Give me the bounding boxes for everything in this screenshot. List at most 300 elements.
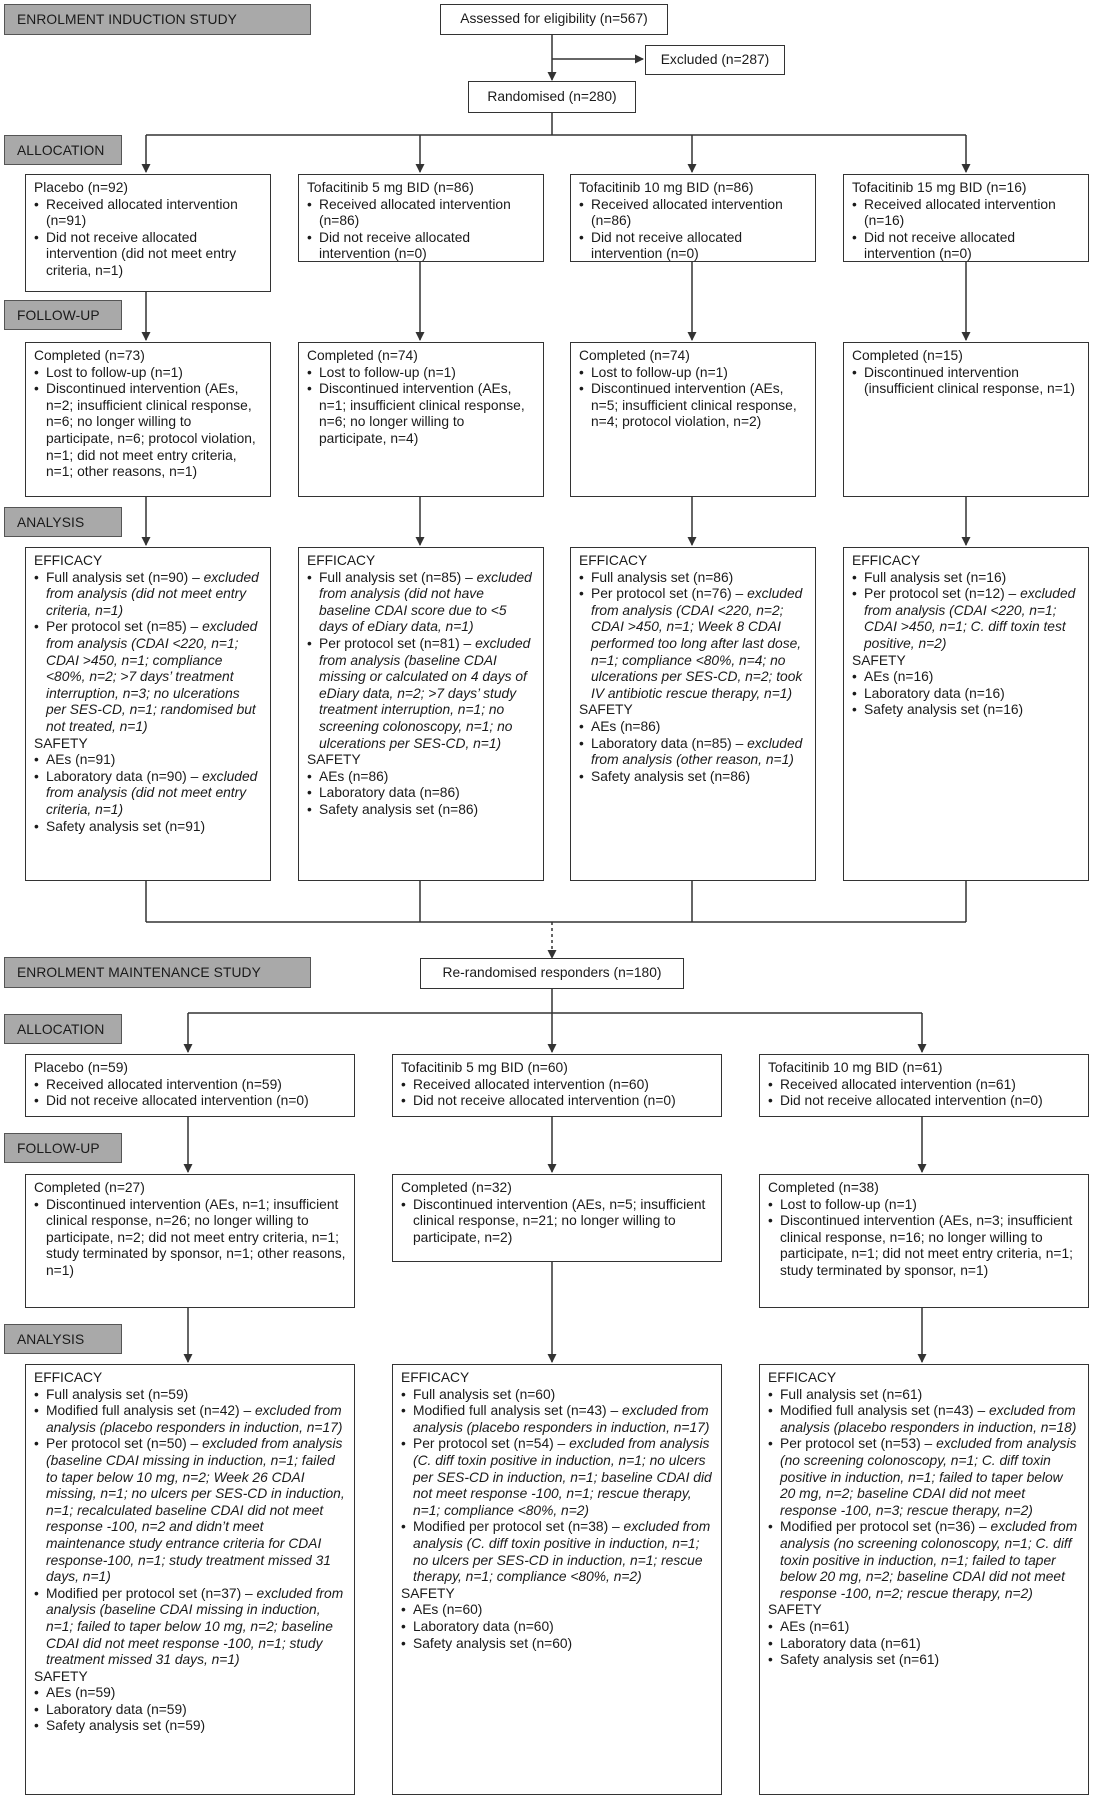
box-title: Completed (n=74) (307, 348, 418, 363)
bullet-text (46, 230, 262, 280)
bullet-text (319, 769, 535, 786)
bullet-item (307, 785, 535, 802)
bullet-segment: Discontinued intervention (AEs, n=5; insufficient clinical response, n=21; no longer willing to participate, n=2) (413, 1196, 706, 1245)
bullet-text (413, 1197, 713, 1247)
bullet-text (591, 736, 807, 769)
bullet-text (780, 1619, 1080, 1636)
maintenance-analysis-tofa5 (392, 1364, 722, 1795)
bullet-dot: • (34, 1196, 39, 1212)
randomised-box: Randomised (n=280) (468, 81, 636, 113)
bullet-text (864, 365, 1080, 398)
bullet-text (46, 819, 262, 836)
bullet-dot: • (768, 1076, 773, 1092)
bullet-item (852, 686, 1080, 703)
bullet-dot: • (579, 569, 584, 585)
bullet-segment: AEs (n=86) (591, 718, 661, 734)
bullet-dot: • (768, 1403, 773, 1419)
bullet-dot: • (768, 1093, 773, 1109)
bullet-segment: Discontinued intervention (AEs, n=3; insufficient clinical response, n=16; no longer willing to participate, n=1; did not meet entry criteria, n=1; study terminated by sponsor, n=1) (780, 1213, 1073, 1278)
bullet-dot: • (852, 685, 857, 701)
bullet-dot: • (34, 1093, 39, 1109)
bullet-item (401, 1602, 713, 1619)
maintenance-allocation-placebo (25, 1054, 355, 1117)
bullet-item (307, 381, 535, 447)
bullet-segment: excluded from analysis (other reason, n=1) (591, 735, 803, 768)
bullet-dot: • (401, 1436, 406, 1452)
section-heading: EFFICACY (852, 553, 921, 568)
bullet-dot: • (579, 586, 584, 602)
induction-allocation-tofa10 (570, 174, 816, 262)
bullet-item (307, 769, 535, 786)
box-title: Placebo (n=92) (34, 180, 128, 195)
bullet-text (413, 1093, 713, 1110)
bullet-segment: excluded from analysis (C. diff toxin positive in induction, n=1; no ulcers per SES-CD in induction, n=1; rescue therapy, n=1; compliance <80%, n=2) (413, 1519, 711, 1585)
box-title: Completed (n=27) (34, 1180, 145, 1195)
induction-allocation-placebo (25, 174, 271, 292)
induction-analysis-tofa15 (843, 547, 1089, 881)
bullet-text (46, 1702, 346, 1719)
bullet-dot: • (307, 635, 312, 651)
bullet-text (591, 365, 807, 382)
bullet-dot: • (401, 1196, 406, 1212)
bullet-text (319, 230, 535, 262)
bullet-text (780, 1403, 1080, 1436)
bullet-dot: • (579, 196, 584, 212)
bullet-segment: AEs (n=60) (413, 1602, 483, 1618)
bullet-item (768, 1077, 1080, 1094)
bullet-segment: Discontinued intervention (insufficient clinical response, n=1) (864, 364, 1076, 397)
bullet-segment: Per protocol set (n=53) – (780, 1436, 937, 1452)
bullet-segment: excluded from analysis (baseline CDAI missing or calculated on 4 days of eDiary data, n=2; >7 days’ study treatment interruption, n=1; no screening colonoscopy, n=1; no ulcerations per SES-CD, n=1) (319, 635, 531, 751)
bullet-item (579, 736, 807, 769)
rerandomised-box: Re-randomised responders (n=180) (420, 958, 684, 989)
maintenance-followup-placebo (25, 1174, 355, 1308)
bullet-item (852, 702, 1080, 719)
bullet-text (46, 1403, 346, 1436)
bullet-dot: • (34, 1685, 39, 1701)
bullet-text (864, 197, 1080, 230)
section-heading: SAFETY (34, 735, 88, 751)
bullet-segment: Modified full analysis set (n=42) – (46, 1403, 255, 1419)
bullet-segment: Discontinued intervention (AEs, n=1; insufficient clinical response, n=26; no longer willing to participate, n=2; did not meet entry criteria, n=1; study terminated by sponsor, n=1; other reasons, n=1) (46, 1196, 346, 1278)
bullet-segment: Full analysis set (n=16) (864, 569, 1007, 585)
bullet-segment: excluded from analysis (did not meet entry criteria, n=1) (46, 569, 259, 618)
bullet-segment: Received allocated intervention (n=86) (591, 196, 783, 229)
induction-analysis-placebo (25, 547, 271, 881)
bullet-dot: • (34, 619, 39, 635)
box-title: Tofacitinib 10 mg BID (n=86) (579, 180, 754, 195)
bullet-item (34, 1586, 346, 1669)
bullet-segment: Modified full analysis set (n=43) – (780, 1403, 989, 1419)
induction-analysis-tofa10 (570, 547, 816, 881)
bullet-dot: • (34, 1585, 39, 1601)
bullet-text (864, 586, 1080, 652)
box-title: Completed (n=15) (852, 348, 963, 363)
bullet-item (34, 1197, 346, 1280)
bullet-item (307, 230, 535, 262)
bullet-segment: excluded from analysis (CDAI <220, n=2; CDAI >450, n=1; Week 8 CDAI performed too long after last dose, n=1; compliance <80%, n=4; no ulcerations per SES-CD, n=2; took IV antibiotic rescue therapy, n=1) (591, 586, 803, 701)
bullet-item (768, 1619, 1080, 1636)
bullet-item (307, 365, 535, 382)
bullet-segment: Modified per protocol set (n=37) – (46, 1585, 257, 1601)
bullet-text (591, 769, 807, 786)
bullet-segment: Did not receive allocated intervention (n=0) (780, 1093, 1043, 1109)
bullet-item (307, 197, 535, 230)
bullet-text (319, 570, 535, 636)
bullet-item (34, 1403, 346, 1436)
bullet-segment: Per protocol set (n=76) – (591, 586, 748, 602)
bullet-item (768, 1093, 1080, 1110)
bullet-dot: • (579, 381, 584, 397)
bullet-segment: Laboratory data (n=85) – (591, 735, 748, 751)
bullet-item (401, 1077, 713, 1094)
bullet-dot: • (852, 569, 857, 585)
bullet-segment: excluded from analysis (did not have baseline CDAI score due to <5 days of eDiary data, n=1) (319, 569, 532, 635)
bullet-segment: Lost to follow-up (n=1) (46, 364, 183, 380)
bullet-item (852, 230, 1080, 262)
bullet-dot: • (852, 364, 857, 380)
bullet-item (34, 365, 262, 382)
excluded-box: Excluded (n=287) (645, 45, 785, 75)
bullet-item (34, 1093, 346, 1110)
bullet-text (591, 570, 807, 587)
bullet-segment: AEs (n=61) (780, 1618, 850, 1634)
bullet-text (591, 586, 807, 702)
section-heading: EFFICACY (34, 553, 103, 568)
bullet-item (34, 1702, 346, 1719)
bullet-text (780, 1636, 1080, 1653)
bullet-item (579, 570, 807, 587)
box-title: Tofacitinib 10 mg BID (n=61) (768, 1060, 943, 1075)
bullet-dot: • (579, 768, 584, 784)
box-title: Placebo (n=59) (34, 1060, 128, 1075)
bullet-text (46, 619, 262, 735)
maintenance-allocation-tofa5 (392, 1054, 722, 1117)
bullet-item (579, 719, 807, 736)
bullet-dot: • (34, 1436, 39, 1452)
bullet-dot: • (579, 364, 584, 380)
bullet-dot: • (579, 229, 584, 245)
induction-allocation-tofa5 (298, 174, 544, 262)
bullet-dot: • (307, 569, 312, 585)
bullet-item (579, 381, 807, 431)
maintenance-analysis-placebo (25, 1364, 355, 1795)
bullet-dot: • (307, 785, 312, 801)
bullet-dot: • (852, 586, 857, 602)
bullet-text (46, 769, 262, 819)
bullet-segment: Safety analysis set (n=16) (864, 702, 1024, 718)
bullet-text (319, 365, 535, 382)
bullet-segment: excluded from analysis (no screening colonoscopy, n=1; C. diff toxin positive in induction, n=1; failed to taper below 20 mg, n=2; baseline CDAI did not meet response -100, n=2; rescue therapy, n=2) (780, 1519, 1078, 1601)
bullet-segment: excluded from analysis (placebo responders in induction, n=17) (413, 1403, 710, 1435)
bullet-text (413, 1636, 713, 1653)
bullet-dot: • (34, 381, 39, 397)
bullet-item (768, 1213, 1080, 1279)
bullet-segment: Did not receive allocated intervention (n=0) (319, 229, 471, 262)
bullet-text (864, 230, 1080, 262)
bullet-dot: • (34, 229, 39, 245)
bullet-item (34, 197, 262, 230)
bullet-item (852, 669, 1080, 686)
induction-analysis-label: ANALYSIS (4, 507, 122, 537)
box-title: Completed (n=74) (579, 348, 690, 363)
bullet-segment: Per protocol set (n=54) – (413, 1436, 570, 1452)
bullet-text (46, 1387, 346, 1404)
section-heading: EFFICACY (401, 1370, 470, 1385)
maintenance-allocation-tofa10 (759, 1054, 1089, 1117)
bullet-text (780, 1436, 1080, 1519)
bullet-segment: Safety analysis set (n=61) (780, 1652, 940, 1668)
bullet-dot: • (768, 1519, 773, 1535)
bullet-segment: Modified full analysis set (n=43) – (413, 1403, 622, 1419)
bullet-text (413, 1619, 713, 1636)
bullet-text (780, 1093, 1080, 1110)
bullet-text (780, 1652, 1080, 1669)
bullet-dot: • (307, 229, 312, 245)
bullet-text (864, 702, 1080, 719)
bullet-segment: Laboratory data (n=61) (780, 1635, 921, 1651)
bullet-segment: excluded from analysis (CDAI <220, n=1; CDAI >450, n=1; compliance <80%, n=2; >7 days’ treatment interruption, n=3; no ulcerations per SES-CD, n=1; randomised but not treated, n=1) (46, 619, 258, 734)
bullet-segment: Discontinued intervention (AEs, n=1; insufficient clinical response, n=6; no longer willing to participate, n=4) (319, 381, 525, 446)
bullet-dot: • (768, 1436, 773, 1452)
induction-analysis-tofa5 (298, 547, 544, 881)
maintenance-study-header: ENROLMENT MAINTENANCE STUDY (4, 957, 311, 988)
bullet-text (413, 1436, 713, 1519)
box-title: Completed (n=32) (401, 1180, 512, 1195)
bullet-item (401, 1436, 713, 1519)
bullet-item (34, 819, 262, 836)
bullet-segment: Laboratory data (n=59) (46, 1701, 187, 1717)
bullet-text (319, 197, 535, 230)
bullet-text (780, 1213, 1080, 1279)
section-heading: SAFETY (579, 702, 633, 718)
bullet-text (46, 197, 262, 230)
bullet-segment: Lost to follow-up (n=1) (319, 364, 456, 380)
bullet-segment: Safety analysis set (n=59) (46, 1718, 206, 1734)
bullet-text (46, 365, 262, 382)
bullet-segment: Did not receive allocated intervention (did not meet entry criteria, n=1) (46, 229, 237, 278)
induction-allocation-tofa15 (843, 174, 1089, 262)
bullet-text (46, 752, 262, 769)
bullet-item (307, 802, 535, 819)
bullet-dot: • (307, 196, 312, 212)
bullet-item (852, 586, 1080, 652)
bullet-item (768, 1652, 1080, 1669)
section-heading: EFFICACY (768, 1370, 837, 1385)
bullet-text (780, 1077, 1080, 1094)
bullet-text (46, 381, 262, 481)
bullet-segment: excluded from analysis (baseline CDAI missing in induction, n=1; failed to taper below 10 mg, n=2; Week 26 CDAI missing, n=1; no ulcers per SES-CD in induction, n=1; recalculated baseline CDAI did not meet response -100, n=2 and didn’t meet maintenance study entrance criteria for CDAI response-100, n=1; study treatment missed 31 days, n=1) (46, 1436, 345, 1585)
maintenance-followup-label: FOLLOW-UP (4, 1133, 122, 1163)
bullet-text (780, 1519, 1080, 1602)
bullet-item (401, 1197, 713, 1247)
bullet-segment: Safety analysis set (n=86) (591, 768, 751, 784)
bullet-segment: Per protocol set (n=12) – (864, 586, 1021, 602)
bullet-item (34, 1387, 346, 1404)
bullet-item (852, 365, 1080, 398)
bullet-dot: • (401, 1519, 406, 1535)
bullet-segment: Did not receive allocated intervention (n=0) (864, 229, 1016, 262)
maintenance-allocation-label: ALLOCATION (4, 1014, 122, 1044)
bullet-item (852, 570, 1080, 587)
bullet-item (768, 1403, 1080, 1436)
bullet-text (413, 1403, 713, 1436)
section-heading: SAFETY (401, 1585, 455, 1601)
bullet-segment: Received allocated intervention (n=91) (46, 196, 238, 229)
bullet-item (34, 1077, 346, 1094)
box-title: Tofacitinib 5 mg BID (n=86) (307, 180, 474, 195)
induction-followup-tofa5 (298, 342, 544, 497)
bullet-segment: Full analysis set (n=86) (591, 569, 734, 585)
bullet-segment: Per protocol set (n=85) – (46, 619, 203, 635)
bullet-segment: Did not receive allocated intervention (n=0) (413, 1093, 676, 1109)
bullet-item (34, 230, 262, 280)
section-heading: SAFETY (307, 752, 361, 768)
bullet-segment: excluded from analysis (no screening colonoscopy, n=1; C. diff toxin positive in induction, n=1; failed to taper below 20 mg, n=2; baseline CDAI did not meet response -100, n=3; rescue therapy, n=2) (780, 1436, 1077, 1518)
bullet-dot: • (34, 1076, 39, 1092)
bullet-segment: Laboratory data (n=60) (413, 1618, 554, 1634)
bullet-item (401, 1403, 713, 1436)
bullet-dot: • (307, 768, 312, 784)
bullet-dot: • (34, 1386, 39, 1402)
bullet-segment: Per protocol set (n=50) – (46, 1436, 203, 1452)
bullet-text (319, 636, 535, 752)
bullet-dot: • (34, 1718, 39, 1734)
bullet-dot: • (34, 818, 39, 834)
bullet-text (319, 381, 535, 447)
bullet-dot: • (401, 1635, 406, 1651)
bullet-segment: Received allocated intervention (n=60) (413, 1076, 649, 1092)
box-title: Tofacitinib 5 mg BID (n=60) (401, 1060, 568, 1075)
bullet-segment: Received allocated intervention (n=86) (319, 196, 511, 229)
bullet-segment: Received allocated intervention (n=16) (864, 196, 1056, 229)
bullet-segment: Did not receive allocated intervention (n=0) (46, 1093, 309, 1109)
bullet-item (768, 1387, 1080, 1404)
bullet-item (34, 1436, 346, 1585)
bullet-segment: Lost to follow-up (n=1) (780, 1196, 917, 1212)
bullet-item (34, 381, 262, 481)
section-heading: EFFICACY (307, 553, 376, 568)
bullet-item (768, 1519, 1080, 1602)
bullet-text (413, 1602, 713, 1619)
bullet-dot: • (768, 1386, 773, 1402)
bullet-text (780, 1387, 1080, 1404)
bullet-segment: Per protocol set (n=81) – (319, 635, 476, 651)
box-title: Completed (n=38) (768, 1180, 879, 1195)
bullet-text (591, 719, 807, 736)
bullet-text (864, 686, 1080, 703)
box-title: Tofacitinib 15 mg BID (n=16) (852, 180, 1027, 195)
bullet-text (591, 381, 807, 431)
bullet-item (307, 636, 535, 752)
bullet-dot: • (401, 1602, 406, 1618)
bullet-segment: Safety analysis set (n=60) (413, 1635, 573, 1651)
bullet-dot: • (401, 1386, 406, 1402)
bullet-item (579, 769, 807, 786)
bullet-dot: • (768, 1213, 773, 1229)
bullet-dot: • (34, 752, 39, 768)
bullet-text (46, 1436, 346, 1585)
bullet-dot: • (401, 1403, 406, 1419)
maintenance-analysis-tofa10 (759, 1364, 1089, 1795)
bullet-dot: • (768, 1635, 773, 1651)
bullet-segment: Laboratory data (n=90) – (46, 768, 203, 784)
bullet-text (413, 1077, 713, 1094)
bullet-segment: Full analysis set (n=59) (46, 1386, 189, 1402)
bullet-text (46, 1586, 346, 1669)
bullet-item (401, 1619, 713, 1636)
bullet-segment: Discontinued intervention (AEs, n=2; insufficient clinical response, n=6; no longer willing to participate, n=6; protocol violation, n=1; did not meet entry criteria, n=1; other reasons, n=1) (46, 381, 256, 480)
bullet-item (579, 365, 807, 382)
bullet-dot: • (34, 1403, 39, 1419)
bullet-segment: excluded from analysis (baseline CDAI missing in induction, n=1; failed to taper below 10 mg, n=2; baseline CDAI did not meet response -100, n=1; study treatment missed 31 days, n=1) (46, 1585, 344, 1668)
bullet-dot: • (401, 1618, 406, 1634)
induction-allocation-label: ALLOCATION (4, 135, 122, 165)
bullet-text (413, 1519, 713, 1585)
bullet-dot: • (307, 364, 312, 380)
bullet-dot: • (34, 196, 39, 212)
bullet-text (46, 570, 262, 620)
bullet-segment: excluded from analysis (did not meet entry criteria, n=1) (46, 768, 258, 817)
bullet-item (34, 752, 262, 769)
bullet-segment: excluded from analysis (placebo responders in induction, n=18) (780, 1403, 1077, 1435)
bullet-segment: Full analysis set (n=85) – (319, 569, 477, 585)
bullet-segment: Full analysis set (n=90) – (46, 569, 204, 585)
bullet-segment: Received allocated intervention (n=59) (46, 1076, 282, 1092)
bullet-segment: Modified per protocol set (n=36) – (780, 1519, 991, 1535)
bullet-dot: • (307, 801, 312, 817)
bullet-segment: Safety analysis set (n=86) (319, 801, 479, 817)
bullet-segment: AEs (n=86) (319, 768, 389, 784)
bullet-text (591, 197, 807, 230)
bullet-dot: • (401, 1076, 406, 1092)
section-heading: SAFETY (852, 652, 906, 668)
assessed-box: Assessed for eligibility (n=567) (440, 4, 668, 35)
bullet-segment: AEs (n=16) (864, 669, 934, 685)
bullet-dot: • (34, 768, 39, 784)
bullet-dot: • (579, 735, 584, 751)
bullet-item (34, 769, 262, 819)
bullet-item (768, 1436, 1080, 1519)
bullet-segment: Discontinued intervention (AEs, n=5; insufficient clinical response, n=4; protocol violation, n=2) (591, 381, 797, 430)
bullet-dot: • (768, 1618, 773, 1634)
bullet-text (46, 1685, 346, 1702)
bullet-segment: excluded from analysis (C. diff toxin positive in induction, n=1; no ulcers per SES-CD in induction, n=1; baseline CDAI did not meet response -100, n=1; rescue therapy, n=1; compliance <80%, n=2) (413, 1436, 712, 1518)
bullet-item (768, 1197, 1080, 1214)
bullet-dot: • (852, 702, 857, 718)
bullet-segment: Lost to follow-up (n=1) (591, 364, 728, 380)
bullet-segment: Safety analysis set (n=91) (46, 818, 206, 834)
bullet-item (579, 230, 807, 262)
induction-followup-tofa10 (570, 342, 816, 497)
maintenance-analysis-label: ANALYSIS (4, 1324, 122, 1354)
bullet-dot: • (307, 381, 312, 397)
bullet-segment: Modified per protocol set (n=38) – (413, 1519, 624, 1535)
induction-followup-tofa15 (843, 342, 1089, 497)
bullet-segment: excluded from analysis (CDAI <220, n=1; CDAI >450, n=1; C. diff toxin test positive, n=2) (864, 586, 1076, 651)
bullet-text (46, 1197, 346, 1280)
bullet-item (34, 1718, 346, 1735)
induction-followup-placebo (25, 342, 271, 497)
bullet-text (46, 1077, 346, 1094)
bullet-item (34, 1685, 346, 1702)
bullet-text (864, 669, 1080, 686)
bullet-item (307, 570, 535, 636)
bullet-text (864, 570, 1080, 587)
bullet-text (780, 1197, 1080, 1214)
maintenance-followup-tofa10 (759, 1174, 1089, 1308)
bullet-item (579, 586, 807, 702)
